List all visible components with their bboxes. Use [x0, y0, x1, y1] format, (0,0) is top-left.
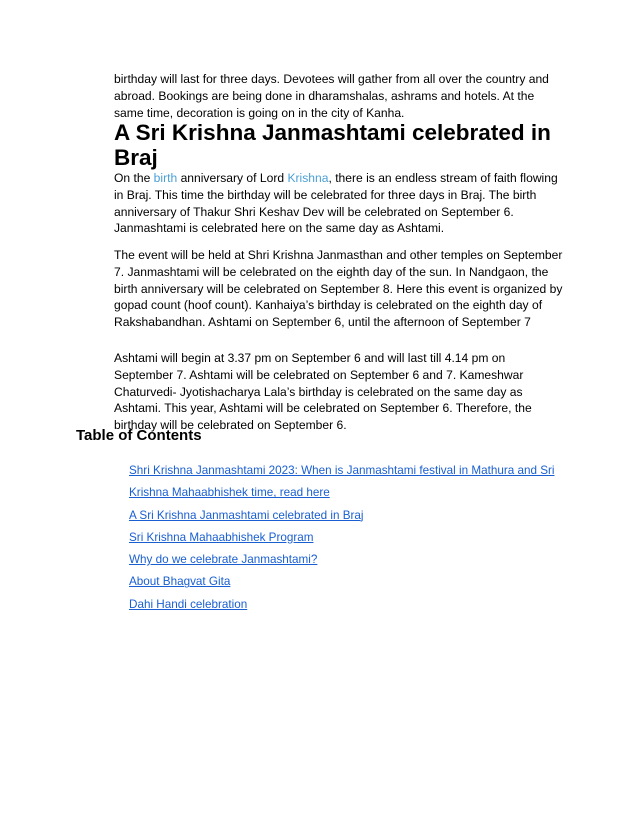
paragraph-1-middle: anniversary of Lord: [177, 171, 288, 185]
birth-keyword-link[interactable]: birth: [153, 171, 178, 185]
paragraph-1-text: [114, 170, 566, 237]
toc-item: [129, 463, 559, 485]
paragraph-1-before: On the: [114, 171, 154, 185]
toc-item: [129, 485, 559, 507]
intro-paragraph: [114, 71, 566, 121]
krishna-keyword-link[interactable]: Krishna: [287, 171, 329, 185]
toc-item: [129, 597, 559, 619]
toc-link-celebrated-in-braj[interactable]: A Sri Krishna Janmashtami celebrated in Braj: [129, 508, 364, 522]
toc-link-why-celebrate[interactable]: Why do we celebrate Janmashtami?: [129, 553, 318, 567]
toc-item: [129, 574, 559, 596]
section-heading: A Sri Krishna Janmashtami celebrated in Braj: [114, 120, 551, 170]
toc-title: Table of Contents: [76, 427, 202, 444]
paragraph-2-text: The event will be held at Shri Krishna Janmasthan and other temples on September 7. Janmashtami will be celebrated on the eighth day of the sun. In Nandgaon, the birth anniversary will be celebrated on September 8. Here this event is organized by gopad count (hoof count). Kanhaiya’s birthday is celebrated on the eighth day of Rakshabandhan. Ashtami on September 6, until the afternoon of September 7: [114, 248, 563, 330]
intro-text: birthday will last for three days. Devotees will gather from all over the country and abroad. Bookings are being done in dharamshalas, ashrams and hotels. At the same time, decoration is going on in the city of Kanha.: [114, 72, 549, 120]
paragraph-1: [114, 170, 566, 237]
toc-item: [129, 508, 559, 530]
toc-link-dahi-handi[interactable]: Dahi Handi celebration: [129, 597, 248, 611]
toc-item: [129, 530, 559, 552]
paragraph-1-after: , there is an endless stream of faith flowing in Braj. This time the birthday will be celebrated for three days in Braj. The birth anniversary of Thakur Shri Keshav Dev will be celebrated on September 6. Janmashtami is celebrated here on the same day as Ashtami.: [114, 171, 558, 236]
toc-link-bhagvat-gita[interactable]: About Bhagvat Gita: [129, 575, 231, 589]
paragraph-3: [114, 350, 566, 434]
toc-item: [129, 552, 559, 574]
toc-list: [129, 463, 559, 619]
toc-link-mahaabhishek-time[interactable]: Krishna Mahaabhishek time, read here: [129, 486, 330, 500]
paragraph-3-text: Ashtami will begin at 3.37 pm on September 6 and will last till 4.14 pm on September 7. Ashtami will be celebrated on September 6 and 7. Kameshwar Chaturvedi- Jyotishacharya Lala’s birthday is celebrated on the same day as Ashtami. This year, Ashtami will be celebrated on September 6. Therefore, the birthday will be celebrated on September 6.: [114, 351, 532, 433]
paragraph-2: [114, 247, 566, 331]
toc-link-mahaabhishek-program[interactable]: Sri Krishna Mahaabhishek Program: [129, 530, 314, 544]
toc-link-janmashtami-2023[interactable]: Shri Krishna Janmashtami 2023: When is Janmashtami festival in Mathura and Sri: [129, 464, 555, 477]
